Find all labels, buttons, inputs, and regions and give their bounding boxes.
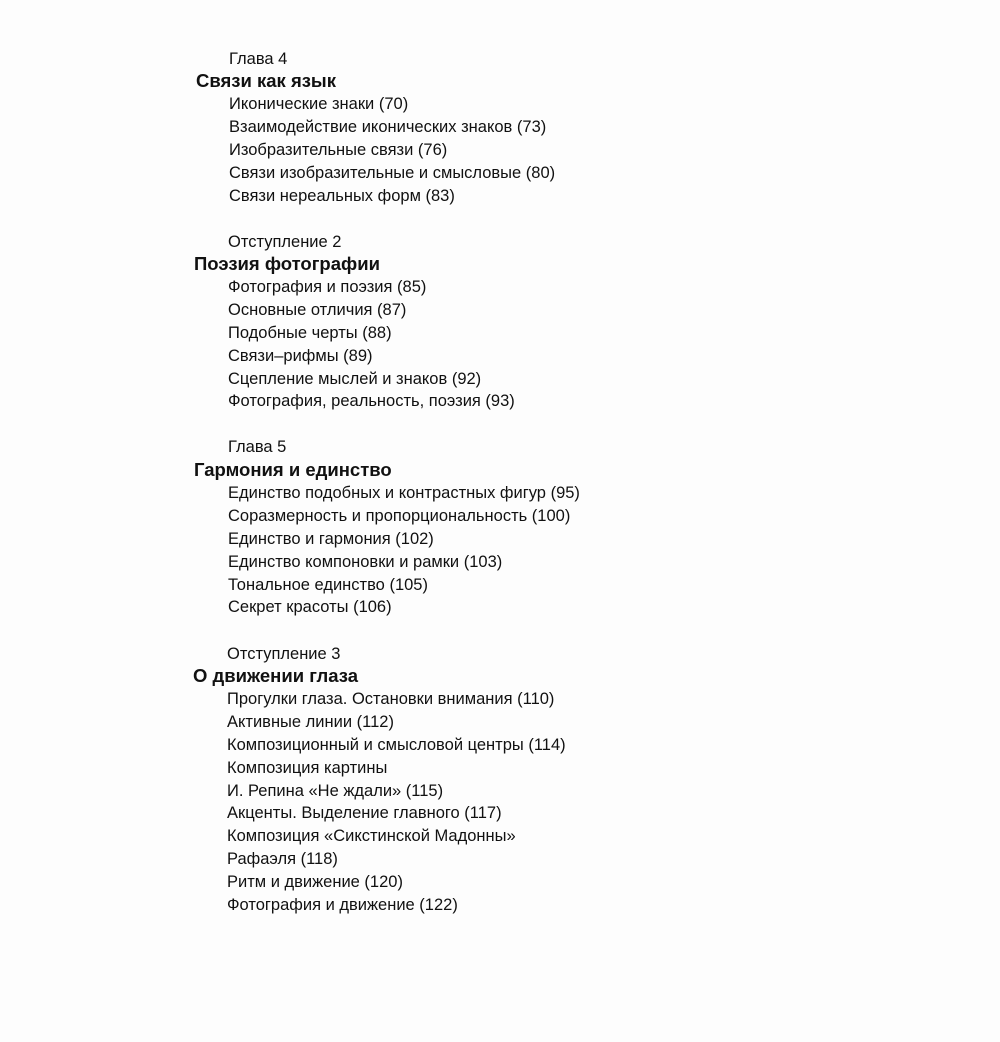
toc-entry: Единство и гармония (102) [228,529,434,548]
section-title: Гармония и единство [194,459,392,480]
toc-entry: Иконические знаки (70) [229,95,409,113]
toc-entry: Основные отличия (87) [228,300,407,319]
section-title: О движении глаза [193,665,358,686]
section-item-list [229,93,555,207]
toc-entry: Фотография, реальность, поэзия (93) [228,392,515,411]
toc-entry: Изобразительные связи (76) [229,140,448,159]
toc-entry: Сцепление мыслей и знаков (92) [228,369,482,388]
toc-entry: Акценты. Выделение главного (117) [227,804,502,823]
toc-entry: Фотография и поэзия (85) [228,278,427,296]
toc-entry: Единство компоновки и рамки (103) [228,552,503,571]
section-label: Отступление 3 [227,645,341,663]
toc-entry: Секрет красоты (106) [228,598,392,617]
toc-entry: Ритм и движение (120) [227,873,403,892]
toc-entry: Фотография и движение (122) [227,896,458,915]
section-label: Глава 5 [228,438,287,456]
section-title: Связи как язык [196,70,336,91]
section-label: Отступление 2 [228,233,342,251]
toc-entry: Композиционный и смысловой центры (114) [227,735,566,754]
toc-entry: Связи–рифмы (89) [228,346,373,365]
toc-entry: Единство подобных и контрастных фигур (95) [228,484,580,502]
toc-entry: Подобные черты (88) [228,323,392,342]
section-label: Глава 4 [229,50,288,68]
toc-entry: Композиция картины [227,758,388,777]
section-item-list [228,482,580,619]
section-item-list [227,688,566,917]
toc-entry: Рафаэля (118) [227,850,338,869]
toc-entry: Активные линии (112) [227,712,394,731]
toc-entry: Прогулки глаза. Остановки внимания (110) [227,690,555,708]
toc-entry: Композиция «Сикстинской Мадонны» [227,827,516,846]
toc-entry: Взаимодействие иконических знаков (73) [229,117,547,136]
section-item-list [228,276,515,413]
toc-entry: Соразмерность и пропорциональность (100) [228,506,571,525]
toc-entry: Тональное единство (105) [228,575,428,594]
toc-entry: Связи нереальных форм (83) [229,186,455,205]
toc-entry: Связи изобразительные и смысловые (80) [229,163,556,182]
section-title: Поэзия фотографии [194,253,380,274]
toc-entry: И. Репина «Не ждали» (115) [227,781,444,800]
